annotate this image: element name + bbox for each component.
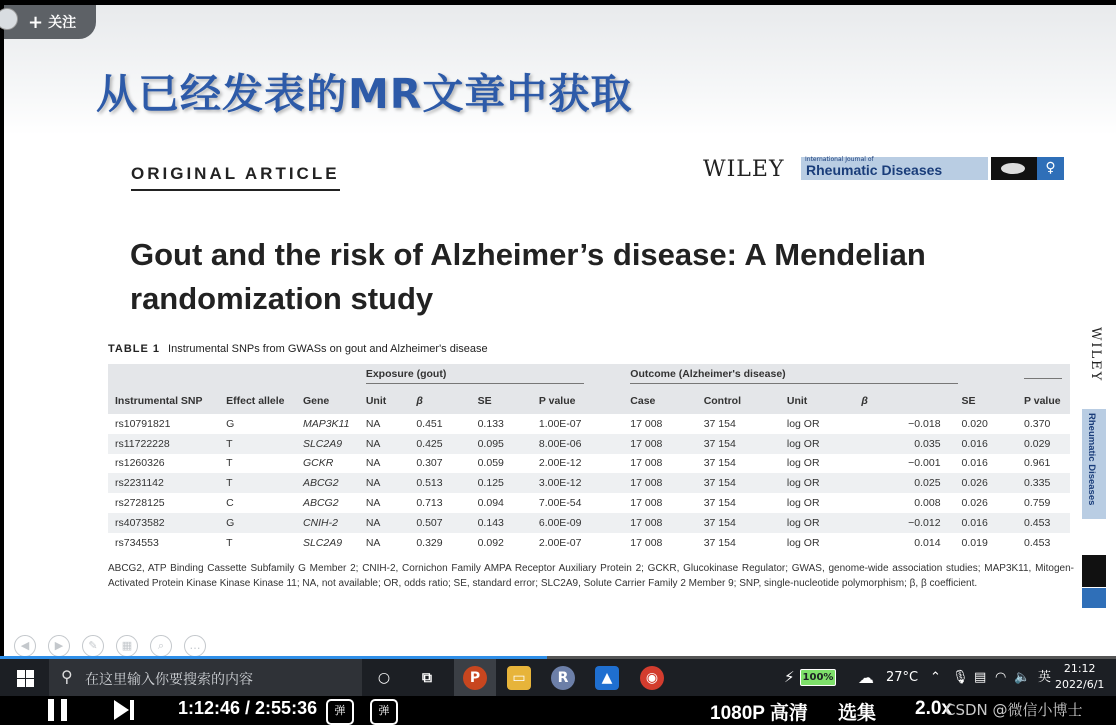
journal-banner bbox=[801, 157, 988, 180]
table-cell: rs734553 bbox=[115, 536, 159, 549]
column-header: SE bbox=[955, 388, 1017, 414]
table-cell: NA bbox=[365, 457, 381, 470]
column-header: Unit bbox=[359, 388, 409, 414]
table-cell: 0.713 bbox=[416, 497, 443, 510]
weather-temperature[interactable]: 27°C bbox=[886, 670, 919, 685]
table-body bbox=[108, 414, 1070, 553]
table-row bbox=[108, 533, 1070, 553]
photos-icon[interactable]: ▲ bbox=[595, 666, 619, 690]
side-journal-name: Rheumatic Diseases bbox=[1086, 413, 1097, 506]
table-cell: 0.425 bbox=[409, 434, 470, 454]
table-cell: log OR bbox=[780, 434, 854, 454]
table-cell: 17 008 bbox=[623, 434, 696, 454]
side-journal-strip bbox=[1080, 325, 1110, 615]
windows-taskbar bbox=[0, 659, 1116, 696]
table-cell: T bbox=[226, 536, 233, 549]
figure-logo-icon: ♀ bbox=[1037, 157, 1064, 180]
speed-button[interactable]: 2.0x bbox=[915, 698, 952, 719]
table-cell: rs2231142 bbox=[108, 473, 219, 493]
taskbar-search-input[interactable] bbox=[49, 659, 362, 696]
table-cell: 0.335 bbox=[1017, 473, 1070, 493]
column-header: Gene bbox=[296, 388, 359, 414]
table-cell: 0.092 bbox=[477, 536, 504, 549]
plus-icon: + bbox=[28, 11, 44, 33]
table-cell: T bbox=[219, 473, 296, 493]
table-cell: G bbox=[219, 513, 296, 533]
column-header: SE bbox=[471, 388, 532, 414]
next-slide-icon[interactable]: ▶ bbox=[48, 635, 70, 657]
follow-label: 关注 bbox=[48, 15, 77, 31]
clock-date: 2022/6/1 bbox=[1055, 678, 1105, 691]
volume-icon[interactable]: 🔈 bbox=[1014, 670, 1031, 685]
table-cell: 0.016 bbox=[961, 457, 988, 470]
table-cell: 0.026 bbox=[955, 473, 1017, 493]
wifi-icon[interactable]: ◠ bbox=[995, 670, 1007, 685]
pen-icon[interactable]: ✎ bbox=[82, 635, 104, 657]
table-cell: SLC2A9 bbox=[302, 536, 343, 549]
table-row bbox=[108, 473, 1070, 493]
table-cell: MAP3K11 bbox=[302, 417, 350, 430]
microphone-icon[interactable]: 🎙 bbox=[952, 670, 969, 685]
article-type-label: ORIGINAL ARTICLE bbox=[131, 164, 340, 191]
journal-logo-icon bbox=[991, 157, 1064, 180]
slide-title: 从已经发表的MR文章中获取 bbox=[96, 70, 633, 118]
table-cell: 0.451 bbox=[416, 417, 443, 430]
outcome-group-header: Outcome (Alzheimer's disease) bbox=[623, 364, 1017, 388]
side-publisher-logo: WILEY bbox=[1088, 327, 1103, 383]
exposure-group-header: Exposure (gout) bbox=[359, 364, 623, 388]
table-cell: 37 154 bbox=[697, 473, 780, 493]
danmu-settings-icon[interactable]: 弹 bbox=[370, 699, 398, 725]
table-cell: 0.370 bbox=[1024, 417, 1051, 430]
side-logo-icon bbox=[1082, 555, 1106, 587]
table-cell: log OR bbox=[780, 473, 854, 493]
table-cell: 17 008 bbox=[623, 473, 696, 493]
column-header: P value bbox=[1017, 388, 1070, 414]
table-cell: −0.018 bbox=[908, 417, 941, 430]
table-cell: −0.012 bbox=[854, 513, 954, 533]
table-footnote: ABCG2, ATP Binding Cassette Subfamily G Member 2; CNIH-2, Cornichon Family AMPA Receptor Auxiliary Protein 2; GCKR, Glucokinase Regulator; GWAS, genome-wide association studies; MAP3K11, Mitogen-Activated Protein Kinase Kinase Kinase 11; NA, not available; OR, odds ratio; SE, standard error; SLC2A9, Solute Carrier Family 2 Member 9; SNP, single-nucleotide polymorphism; β, β coefficient. bbox=[108, 563, 1074, 589]
table-cell: NA bbox=[365, 536, 381, 549]
table-cell: log OR bbox=[780, 513, 854, 533]
table-cell: 0.035 bbox=[854, 434, 954, 454]
windows-start-icon[interactable] bbox=[17, 670, 34, 687]
table-cell: rs1260326 bbox=[115, 457, 165, 470]
table-caption-label: TABLE 1 bbox=[108, 343, 161, 355]
taskbar-clock[interactable] bbox=[1055, 661, 1104, 693]
column-header: Effect allele bbox=[219, 388, 296, 414]
watermark: CSDN @微信小博士 bbox=[945, 701, 1083, 719]
table-cell: 3.00E-12 bbox=[532, 473, 623, 493]
table-cell: 17 008 bbox=[630, 457, 663, 470]
table-cell: 0.133 bbox=[477, 417, 504, 430]
slide-annotation-toolbar bbox=[14, 635, 206, 657]
slide bbox=[4, 5, 1116, 658]
table-cell: G bbox=[226, 417, 235, 430]
video-player-controls bbox=[0, 696, 1116, 724]
journal-name: Rheumatic Diseases bbox=[806, 162, 943, 178]
table-cell: 0.759 bbox=[1024, 497, 1051, 510]
battery-indicator[interactable]: 100% bbox=[800, 669, 836, 686]
table-cell: NA bbox=[365, 417, 381, 430]
column-header: β bbox=[409, 388, 470, 414]
task-view-icon[interactable]: ⧉ bbox=[422, 670, 432, 686]
table-cell: 37 154 bbox=[697, 513, 780, 533]
table-row bbox=[108, 513, 1070, 533]
slides-grid-icon[interactable]: ▦ bbox=[116, 635, 138, 657]
prev-slide-icon[interactable]: ◀ bbox=[14, 635, 36, 657]
pause-button[interactable] bbox=[48, 699, 68, 721]
plug-icon: ⚡ bbox=[784, 668, 795, 686]
table-cell: ABCG2 bbox=[302, 497, 339, 510]
table-caption-text: Instrumental SNPs from GWASs on gout and Alzheimer's disease bbox=[168, 343, 488, 355]
paper-title: Gout and the risk of Alzheimer’s disease: A Mendelian randomization study bbox=[130, 237, 926, 316]
table-row bbox=[108, 493, 1070, 513]
table-cell: rs10791821 bbox=[115, 417, 171, 430]
table-cell: 0.019 bbox=[961, 536, 988, 549]
table-cell: 17 008 bbox=[623, 513, 696, 533]
table-cell: CNIH-2 bbox=[296, 513, 359, 533]
table-cell: 0.307 bbox=[416, 457, 443, 470]
table-cell: 37 154 bbox=[703, 536, 736, 549]
zoom-icon[interactable]: ⌕ bbox=[150, 635, 172, 657]
column-header: β bbox=[854, 388, 954, 414]
table-cell: T bbox=[219, 434, 296, 454]
table-cell: 8.00E-06 bbox=[532, 434, 623, 454]
table-cell: 1.00E-07 bbox=[538, 417, 582, 430]
danmu-toggle-icon[interactable]: 弹 bbox=[326, 699, 354, 725]
table-cell: 0.014 bbox=[914, 536, 941, 549]
playback-time: 1:12:46 / 2:55:36 bbox=[178, 698, 318, 718]
table-cell: 0.094 bbox=[477, 497, 504, 510]
table-cell: NA bbox=[359, 434, 409, 454]
table-cell: 0.961 bbox=[1024, 457, 1051, 470]
file-explorer-icon[interactable]: ▭ bbox=[507, 666, 531, 690]
table-cell: 0.025 bbox=[854, 473, 954, 493]
table-cell: log OR bbox=[786, 536, 820, 549]
table-header-row bbox=[108, 388, 1070, 414]
search-placeholder: 在这里输入你要搜索的内容 bbox=[85, 672, 253, 688]
table-cell: 2.00E-07 bbox=[538, 536, 582, 549]
table-cell: 0.016 bbox=[955, 434, 1017, 454]
table-cell: log OR bbox=[786, 457, 820, 470]
r-app-icon[interactable]: R bbox=[551, 666, 575, 690]
side-journal-banner bbox=[1082, 409, 1106, 519]
table-row bbox=[108, 414, 1070, 434]
table-cell: GCKR bbox=[302, 457, 334, 470]
table-cell: 0.016 bbox=[955, 513, 1017, 533]
table-cell: 37 154 bbox=[697, 434, 780, 454]
chrome-icon[interactable]: ◉ bbox=[640, 666, 664, 690]
table-cell: 7.00E-54 bbox=[538, 497, 582, 510]
table-cell: 37 154 bbox=[703, 417, 736, 430]
table-cell: 0.008 bbox=[914, 497, 941, 510]
table-cell: C bbox=[226, 497, 234, 510]
table-cell: rs2728125 bbox=[115, 497, 165, 510]
table-cell: 0.059 bbox=[477, 457, 504, 470]
table-cell: T bbox=[226, 457, 233, 470]
table-cell: 17 008 bbox=[630, 417, 663, 430]
table-cell: 6.00E-09 bbox=[532, 513, 623, 533]
publisher-logo: WILEY bbox=[703, 157, 785, 182]
table-cell: 0.513 bbox=[409, 473, 470, 493]
table-cell: −0.001 bbox=[908, 457, 941, 470]
table-cell: 0.453 bbox=[1024, 536, 1051, 549]
column-header: Unit bbox=[780, 388, 854, 414]
table-cell: NA bbox=[365, 497, 381, 510]
table-cell: log OR bbox=[786, 497, 820, 510]
table-row bbox=[108, 434, 1070, 454]
follow-button[interactable] bbox=[4, 5, 96, 39]
table-cell: 0.026 bbox=[961, 497, 988, 510]
journal-banner-small: International Journal of bbox=[805, 156, 874, 163]
table-cell: 37 154 bbox=[703, 497, 736, 510]
cloud-icon: ☁ bbox=[858, 668, 874, 687]
table-cell: 0.029 bbox=[1017, 434, 1070, 454]
more-icon[interactable]: … bbox=[184, 635, 206, 657]
table-cell: NA bbox=[359, 513, 409, 533]
table-cell: 0.020 bbox=[961, 417, 988, 430]
table-cell: SLC2A9 bbox=[296, 434, 359, 454]
table-cell: NA bbox=[359, 473, 409, 493]
table-cell: rs11722228 bbox=[108, 434, 219, 454]
quality-button[interactable]: 1080P 高清 bbox=[710, 703, 808, 724]
clock-time: 21:12 bbox=[1063, 662, 1096, 675]
column-header: Control bbox=[697, 388, 780, 414]
table-cell: 0.329 bbox=[416, 536, 443, 549]
cortana-icon[interactable]: ○ bbox=[377, 670, 391, 686]
eye-logo-icon bbox=[1001, 163, 1025, 174]
episodes-button[interactable]: 选集 bbox=[838, 703, 877, 724]
chevron-up-icon[interactable]: ⌃ bbox=[930, 670, 941, 685]
table-cell: 17 008 bbox=[630, 497, 663, 510]
table-cell: 17 008 bbox=[630, 536, 663, 549]
table-cell: 2.00E-12 bbox=[538, 457, 582, 470]
search-icon: ⚲ bbox=[61, 667, 73, 686]
table-cell: 37 154 bbox=[703, 457, 736, 470]
avatar bbox=[0, 8, 18, 30]
powerpoint-icon[interactable]: P bbox=[463, 666, 487, 690]
table-cell: ABCG2 bbox=[296, 473, 359, 493]
column-header: Instrumental SNP bbox=[108, 388, 219, 414]
network-icon[interactable]: ▤ bbox=[974, 670, 987, 685]
table-cell: log OR bbox=[786, 417, 820, 430]
next-button[interactable] bbox=[114, 700, 136, 720]
table-cell: rs4073582 bbox=[108, 513, 219, 533]
table-cell: 0.095 bbox=[471, 434, 532, 454]
table-cell: 0.507 bbox=[409, 513, 470, 533]
table-cell: 0.453 bbox=[1017, 513, 1070, 533]
table-cell: 0.143 bbox=[471, 513, 532, 533]
column-header: P value bbox=[532, 388, 623, 414]
side-figure-icon bbox=[1082, 588, 1106, 608]
table-group-header-row bbox=[108, 364, 1070, 388]
table-caption bbox=[108, 343, 488, 355]
table-cell: 0.125 bbox=[471, 473, 532, 493]
column-header: Case bbox=[623, 388, 696, 414]
snp-table bbox=[108, 364, 1070, 553]
table-row bbox=[108, 454, 1070, 474]
ime-indicator[interactable]: 英 bbox=[1038, 670, 1052, 685]
